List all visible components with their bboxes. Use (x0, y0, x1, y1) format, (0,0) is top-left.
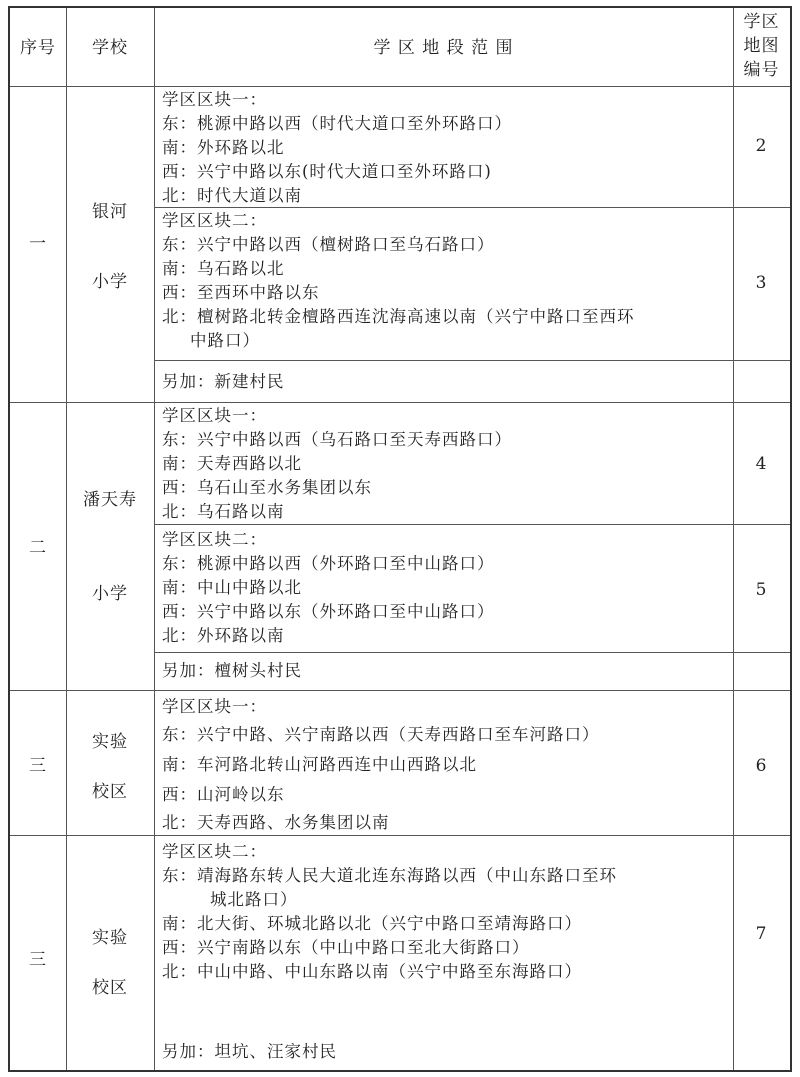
zone-table (8, 6, 792, 1072)
zone-block (162, 840, 617, 1064)
zone-line: 西：兴宁中路以东(时代大道口至外环路口) (162, 162, 492, 181)
zone-line: 北：中山中路、中山东路以南（兴宁中路至东海路口） (162, 962, 582, 981)
zone-line: 北：乌石路以南 (162, 502, 285, 521)
zone-line: 东：靖海路东转人民大道北连东海路以西（中山东路口至环 (162, 866, 617, 885)
zone-line: 学区区块一： (162, 697, 267, 716)
zone-line: 西：兴宁南路以东（中山中路口至北大街路口） (162, 938, 530, 957)
row-divider (154, 524, 790, 525)
row-divider (10, 86, 790, 87)
zone-line: 西：山河岭以东 (162, 785, 285, 804)
school-name-line: 银河 (92, 202, 128, 222)
zone-line: 东：兴宁中路以西（乌石路口至天寿西路口） (162, 430, 512, 449)
header-mapno-line: 编号 (743, 60, 780, 80)
school-name-line: 校区 (92, 978, 128, 998)
row-divider (10, 690, 790, 691)
row-seq: 三 (29, 950, 47, 970)
row-divider (154, 360, 790, 361)
zone-line: 城北路口） (210, 890, 298, 909)
map-number: 5 (755, 580, 768, 600)
zone-line: 北：天寿西路、水务集团以南 (162, 813, 390, 832)
zone-line: 学区区块二： (162, 842, 267, 861)
zone-block (162, 370, 285, 394)
header-mapno (733, 10, 790, 82)
school-name-line: 小学 (92, 272, 128, 292)
zone-line: 学区区块一： (162, 90, 267, 109)
row-seq: 二 (29, 538, 47, 558)
map-number: 2 (755, 136, 768, 156)
zone-line: 南：车河路北转山河路西连中山西路以北 (162, 755, 477, 774)
zone-line: 北：时代大道以南 (162, 186, 302, 205)
school-name-line: 小学 (92, 584, 128, 604)
col-divider (154, 8, 155, 1070)
zone-block (162, 528, 495, 648)
zone-line: 西：至西环中路以东 (162, 283, 320, 302)
school-name-line: 校区 (92, 782, 128, 802)
header-mapno-line: 学区 (743, 12, 780, 32)
zone-line: 另加：檀树头村民 (162, 661, 302, 680)
zone-line: 东：桃源中路以西（外环路口至中山路口） (162, 554, 495, 573)
zone-line: 东：兴宁中路、兴宁南路以西（天寿西路口至车河路口） (162, 725, 600, 744)
zone-line: 北：外环路以南 (162, 626, 285, 645)
map-number: 3 (755, 273, 768, 293)
zone-line: 南：乌石路以北 (162, 259, 285, 278)
zone-line: 学区区块一： (162, 406, 267, 425)
zone-line: 南：中山中路以北 (162, 578, 302, 597)
zone-block (162, 659, 302, 683)
zone-line: 另加：新建村民 (162, 372, 285, 391)
zone-line: 西：兴宁中路以东（外环路口至中山路口） (162, 602, 495, 621)
zone-line: 南：外环路以北 (162, 138, 285, 157)
row-seq: 一 (29, 234, 47, 254)
school-name-line: 潘天寿 (83, 490, 137, 510)
zone-line: 西：乌石山至水务集团以东 (162, 478, 372, 497)
row-divider (10, 402, 790, 403)
header-school: 学校 (92, 38, 128, 58)
zone-line: 东：桃源中路以西（时代大道口至外环路口） (162, 114, 512, 133)
zone-line: 学区区块二： (162, 211, 267, 230)
zone-block (162, 88, 512, 208)
zone-block (162, 404, 512, 524)
zone-line: 南：北大街、环城北路以北（兴宁中路口至靖海路口） (162, 914, 582, 933)
header-range: 学 区 地 段 范 围 (373, 38, 514, 58)
map-number: 6 (755, 756, 768, 776)
zone-line: 北：檀树路北转金檀路西连沈海高速以南（兴宁中路口至西环 (162, 307, 635, 326)
map-number: 7 (755, 924, 768, 944)
zone-block (162, 694, 600, 836)
map-number: 4 (755, 454, 768, 474)
header-seq: 序号 (20, 38, 56, 58)
zone-line: 东：兴宁中路以西（檀树路口至乌石路口） (162, 235, 495, 254)
header-mapno-line: 地图 (743, 36, 780, 56)
school-name-line: 实验 (92, 732, 128, 752)
zone-line: 另加：坦坑、汪家村民 (162, 1042, 337, 1061)
school-name-line: 实验 (92, 928, 128, 948)
zone-block (162, 209, 635, 353)
row-seq: 三 (29, 756, 47, 776)
zone-line: 南：天寿西路以北 (162, 454, 302, 473)
zone-line: 学区区块二： (162, 530, 267, 549)
col-divider (733, 8, 734, 1070)
row-divider (154, 652, 790, 653)
zone-line: 中路口） (190, 331, 260, 350)
col-divider (66, 8, 67, 1070)
